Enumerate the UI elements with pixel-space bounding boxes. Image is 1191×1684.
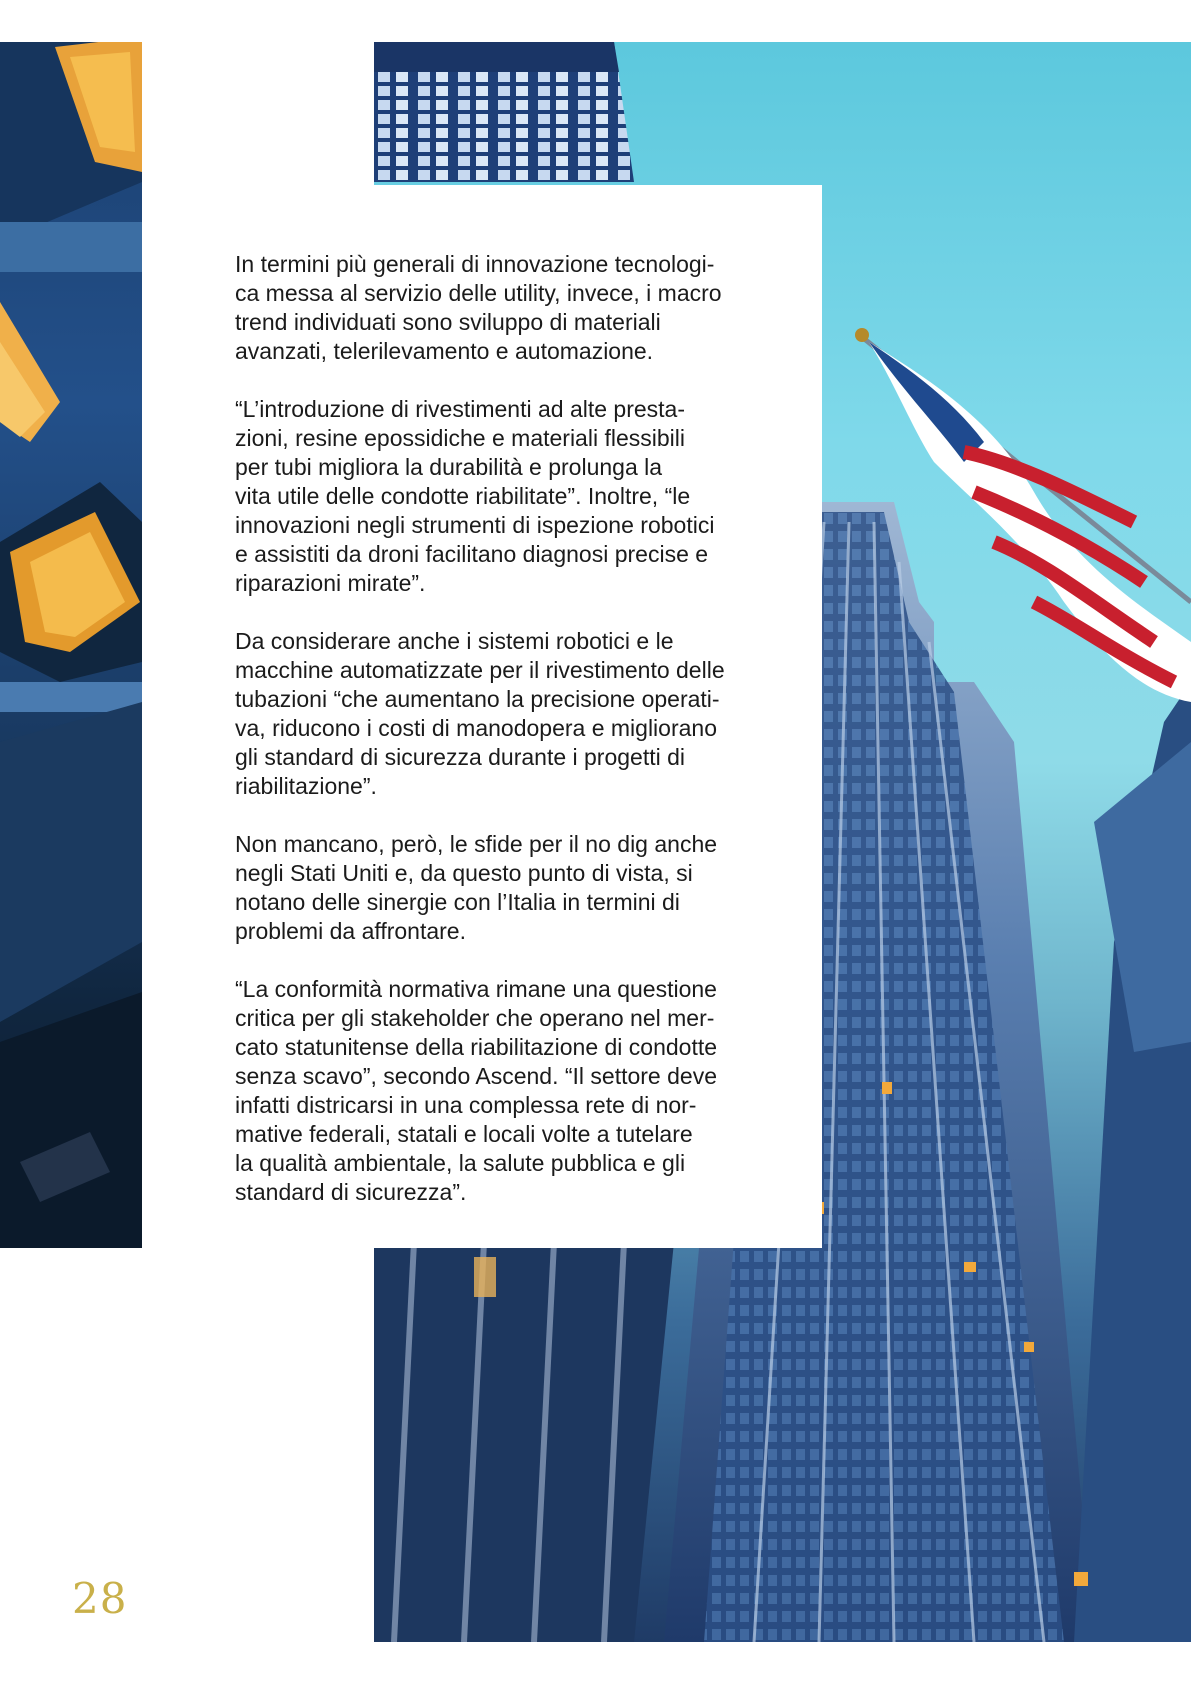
text-panel (142, 185, 822, 1248)
paragraph-2: “L’introduzione di rivestimenti ad alte presta- zioni, resine epossidiche e materiali flessibili per tubi migliora la durabilità e prolunga la vita utile delle condotte riabilitate”. Inoltre, “le innovazioni negli strumenti di ispezione robotici e assistiti da droni facilitano diagnosi precise e riparazioni mirate”. (235, 396, 715, 596)
paragraph-5: “La conformità normativa rimane una questione critica per gli stakeholder che operano nel mer- cato statunitense della riabilitazione di condotte senza scavo”, secondo Ascend. “Il settore deve infatti districarsi in una complessa rete di nor- mative federali, statali e locali volte a tutelare la qualità ambientale, la salute pubblica e gli standard di sicurezza”. (235, 976, 718, 1205)
left-building-photo (0, 42, 142, 1248)
article-body (235, 250, 755, 1236)
paragraph-1: In termini più generali di innovazione tecnologi- ca messa al servizio delle utility, invece, i macro trend individuati sono sviluppo di materiali avanzati, telerilevamento e automazione. (235, 251, 722, 364)
paragraph-4: Non mancano, però, le sfide per il no dig anche negli Stati Uniti e, da questo punto di vista, si notano delle sinergie con l’Italia in termini di problemi da affrontare. (235, 831, 718, 944)
paragraph-3: Da considerare anche i sistemi robotici e le macchine automatizzate per il rivestimento delle tubazioni “che aumentano la precisione operati- va, riducono i costi di manodopera e migliorano gli standard di sicurezza durante i progetti di riabilitazione”. (235, 628, 725, 799)
page-number: 28 (72, 1574, 128, 1623)
